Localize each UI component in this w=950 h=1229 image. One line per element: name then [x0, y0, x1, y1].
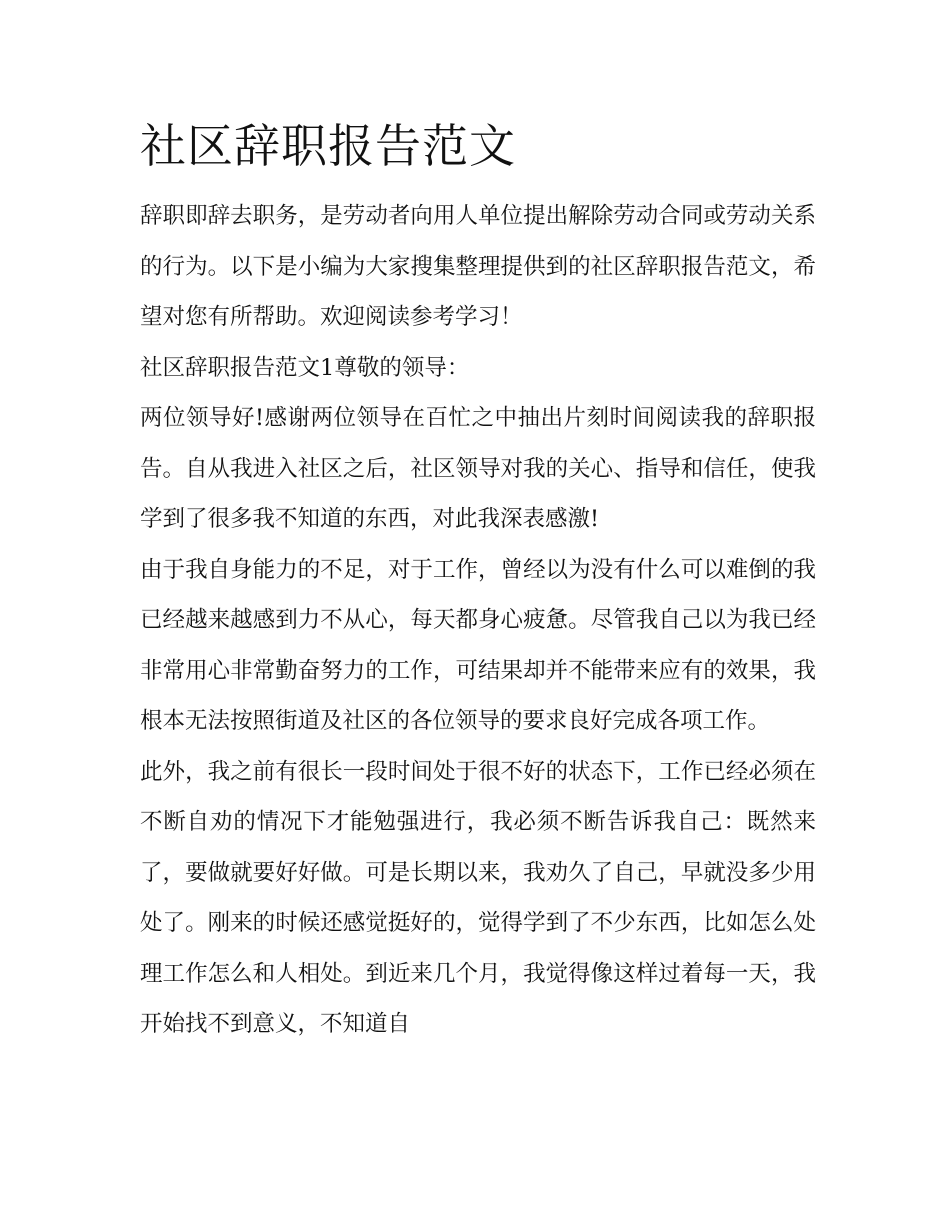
document-title: 社区辞职报告范文	[140, 119, 516, 173]
paragraph-intro: 辞职即辞去职务，是劳动者向用人单位提出解除劳动合同或劳动关系的行为。以下是小编为大家搜集整理提供到的社区辞职报告范文，希望对您有所帮助。欢迎阅读参考学习！	[140, 203, 816, 330]
paragraph-state: 此外，我之前有很长一段时间处于很不好的状态下，工作已经必须在不断自劝的情况下才能勉强进行，我必须不断告诉我自己：既然来了，要做就要好好做。可是长期以来，我劝久了自己，早就没多少用处了。刚来的时候还感觉挺好的，觉得学到了不少东西，比如怎么处理工作怎么和人相处。到近来几个月，我觉得像这样过着每一天，我开始找不到意义，不知道自	[140, 758, 816, 1037]
paragraph-gratitude: 两位领导好!感谢两位领导在百忙之中抽出片刻时间阅读我的辞职报告。自从我进入社区之后，社区领导对我的关心、指导和信任，使我学到了很多我不知道的东西，对此我深表感激!	[140, 405, 816, 532]
paragraph-salutation: 社区辞职报告范文1尊敬的领导：	[140, 354, 470, 381]
paragraph-ability: 由于我自身能力的不足，对于工作，曾经以为没有什么可以难倒的我已经越来越感到力不从心，每天都身心疲惫。尽管我自己以为我已经非常用心非常勤奋努力的工作，可结果却并不能带来应有的效果，我根本无法按照街道及社区的各位领导的要求良好完成各项工作。	[140, 556, 816, 734]
document-body	[140, 115, 816, 1050]
